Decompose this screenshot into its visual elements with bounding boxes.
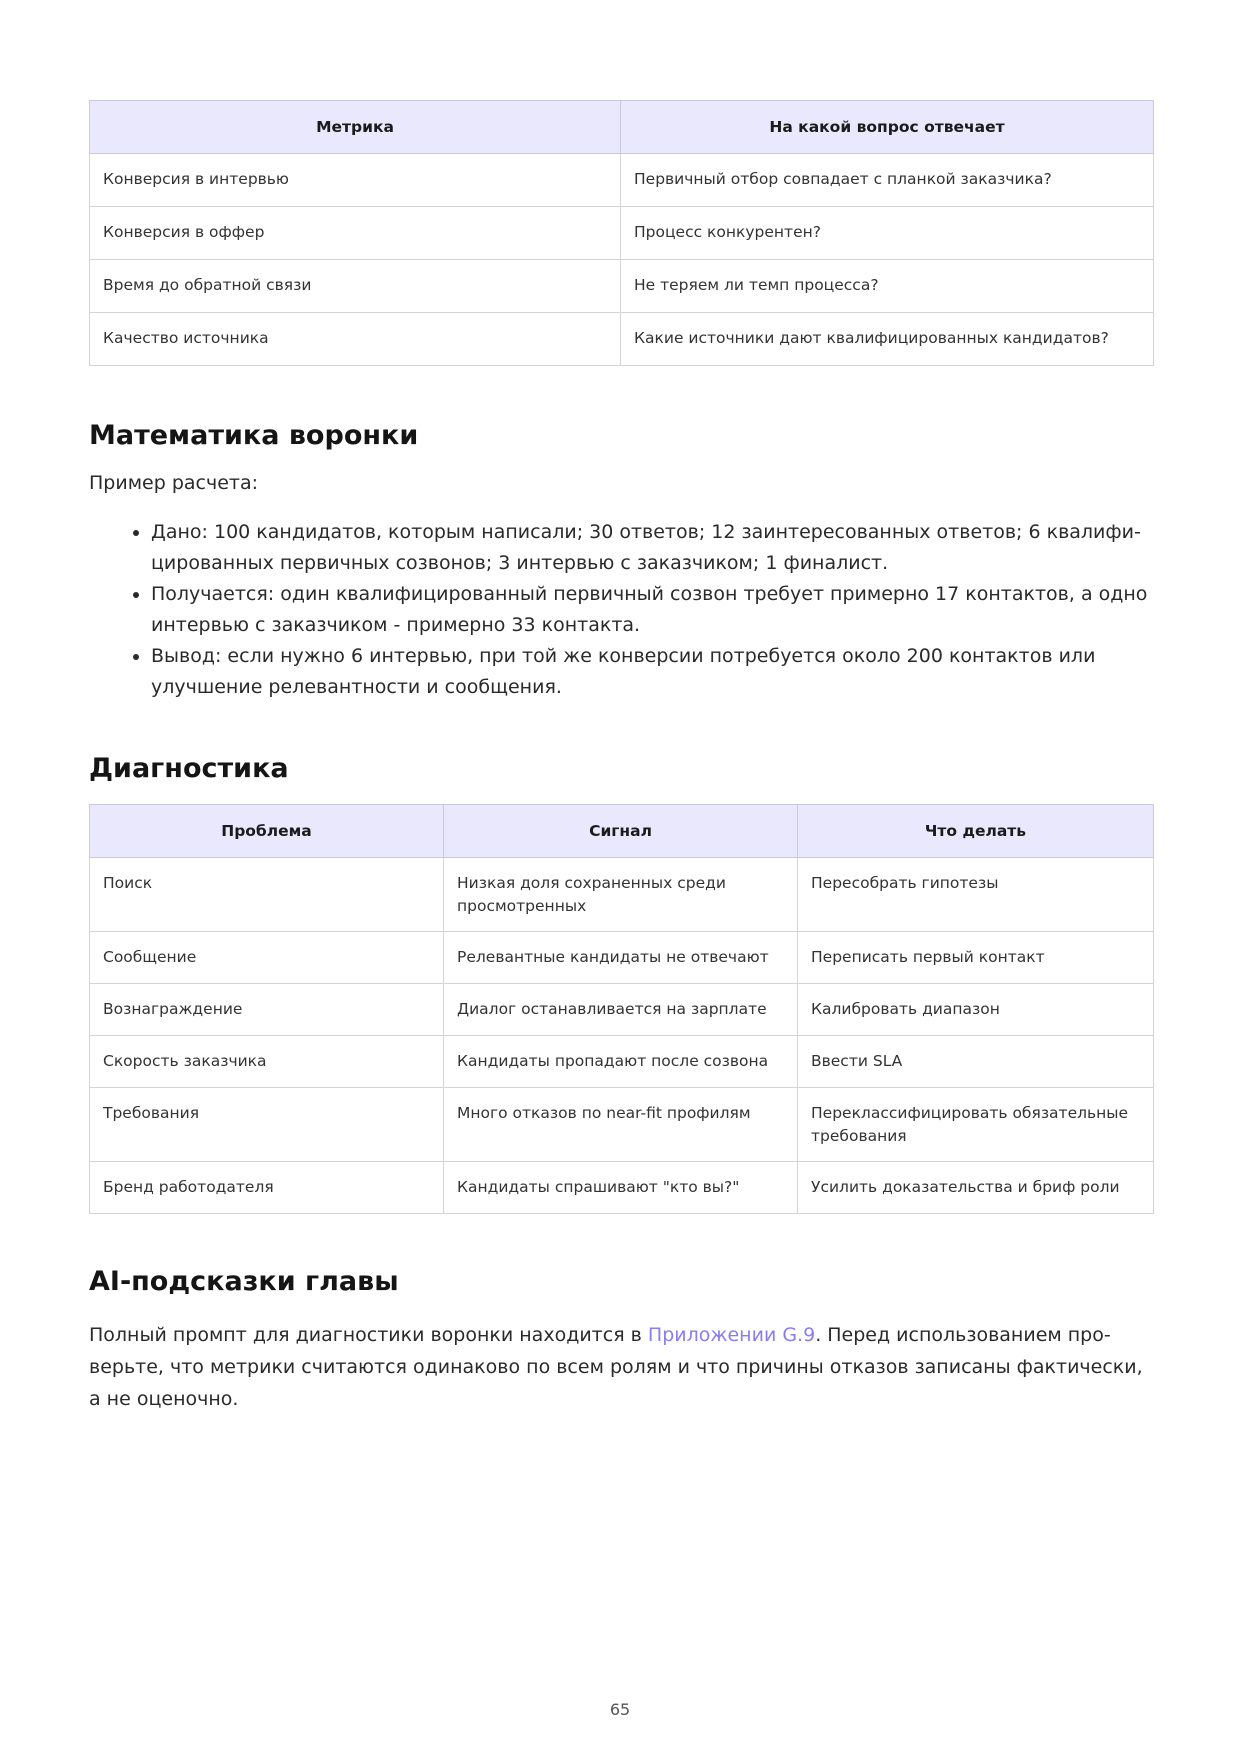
diagnostics-cell-problem: Поиск — [90, 858, 444, 932]
diagnostics-cell-signal: Много отказов по near-fit профилям — [444, 1088, 798, 1162]
metrics-cell-metric: Качество источника — [90, 313, 621, 366]
diagnostics-cell-problem: Требования — [90, 1088, 444, 1162]
funnel-bullet-list — [89, 517, 1153, 703]
metrics-cell-metric: Конверсия в оффер — [90, 207, 621, 260]
diagnostics-cell-action: Переписать первый контакт — [798, 932, 1154, 984]
diagnostics-header-action: Что делать — [798, 805, 1154, 858]
table-row — [90, 313, 1154, 366]
metrics-table — [89, 100, 1154, 366]
diagnostics-cell-signal: Кандидаты пропадают после созвона — [444, 1036, 798, 1088]
metrics-cell-metric: Время до обратной связи — [90, 260, 621, 313]
diagnostics-header-problem: Проблема — [90, 805, 444, 858]
metrics-header-metric: Метрика — [90, 101, 621, 154]
metrics-cell-question: Какие источники дают квалифицированных кандидатов? — [621, 313, 1154, 366]
diagnostics-cell-action: Ввести SLA — [798, 1036, 1154, 1088]
diagnostics-cell-signal: Кандидаты спрашивают "кто вы?" — [444, 1162, 798, 1214]
diagnostics-cell-signal: Релевантные кандидаты не отвечают — [444, 932, 798, 984]
funnel-intro: Пример расчета: — [89, 472, 258, 494]
appendix-link[interactable]: Приложении G.9 — [647, 1324, 816, 1346]
metrics-cell-question: Не теряем ли темп процесса? — [621, 260, 1154, 313]
document-page — [89, 100, 1153, 1415]
diagnostics-heading: Диагностика — [89, 753, 289, 784]
diagnostics-cell-action: Переклассифицировать обязательные требования — [798, 1088, 1154, 1162]
funnel-heading: Математика воронки — [89, 420, 419, 451]
ai-text-after: . Перед использованием проверьте, что метрики считаются одинаково по всем ролям и что причины отказов записаны фактически, а не оценочно. — [89, 1324, 1143, 1410]
table-row — [90, 154, 1154, 207]
table-row — [90, 207, 1154, 260]
table-row — [90, 1088, 1154, 1162]
list-item: • Получается: один квалифицированный первичный созвон требует примерно 17 контактов, а одно интервью с заказчиком - примерно 33 контакта. — [151, 579, 1153, 641]
metrics-cell-metric: Конверсия в интервью — [90, 154, 621, 207]
diagnostics-cell-problem: Сообщение — [90, 932, 444, 984]
page-number: 65 — [609, 1700, 631, 1719]
table-row — [90, 984, 1154, 1036]
table-row — [90, 1162, 1154, 1214]
diagnostics-header-signal: Сигнал — [444, 805, 798, 858]
diagnostics-cell-signal: Диалог останавливается на зарплате — [444, 984, 798, 1036]
metrics-header-question: На какой вопрос отвечает — [621, 101, 1154, 154]
list-item: • Вывод: если нужно 6 интервью, при той же конверсии потребуется около 200 контактов или улучшение релевантности и сообщения. — [151, 641, 1153, 703]
diagnostics-cell-problem: Вознаграждение — [90, 984, 444, 1036]
diagnostics-cell-action: Пересобрать гипотезы — [798, 858, 1154, 932]
ai-text-before: Полный промпт для диагностики воронки находится в — [89, 1324, 648, 1346]
diagnostics-cell-signal: Низкая доля сохраненных среди просмотренных — [444, 858, 798, 932]
diagnostics-cell-action: Усилить доказательства и бриф роли — [798, 1162, 1154, 1214]
diagnostics-cell-problem: Бренд работодателя — [90, 1162, 444, 1214]
diagnostics-table-header-row — [90, 805, 1154, 858]
diagnostics-cell-problem: Скорость заказчика — [90, 1036, 444, 1088]
metrics-cell-question: Первичный отбор совпадает с планкой заказчика? — [621, 154, 1154, 207]
diagnostics-cell-action: Калибровать диапазон — [798, 984, 1154, 1036]
table-row — [90, 260, 1154, 313]
ai-hints-paragraph — [89, 1319, 1153, 1415]
table-row — [90, 932, 1154, 984]
metrics-table-header-row — [90, 101, 1154, 154]
diagnostics-table — [89, 804, 1154, 1214]
table-row — [90, 858, 1154, 932]
list-item: • Дано: 100 кандидатов, которым написали; 30 ответов; 12 заинтересованных ответов; 6 квалифицированных первичных созвонов; 3 интервью с заказчиком; 1 финалист. — [151, 517, 1153, 579]
table-row — [90, 1036, 1154, 1088]
ai-hints-heading: AI-подсказки главы — [89, 1266, 399, 1297]
metrics-cell-question: Процесс конкурентен? — [621, 207, 1154, 260]
